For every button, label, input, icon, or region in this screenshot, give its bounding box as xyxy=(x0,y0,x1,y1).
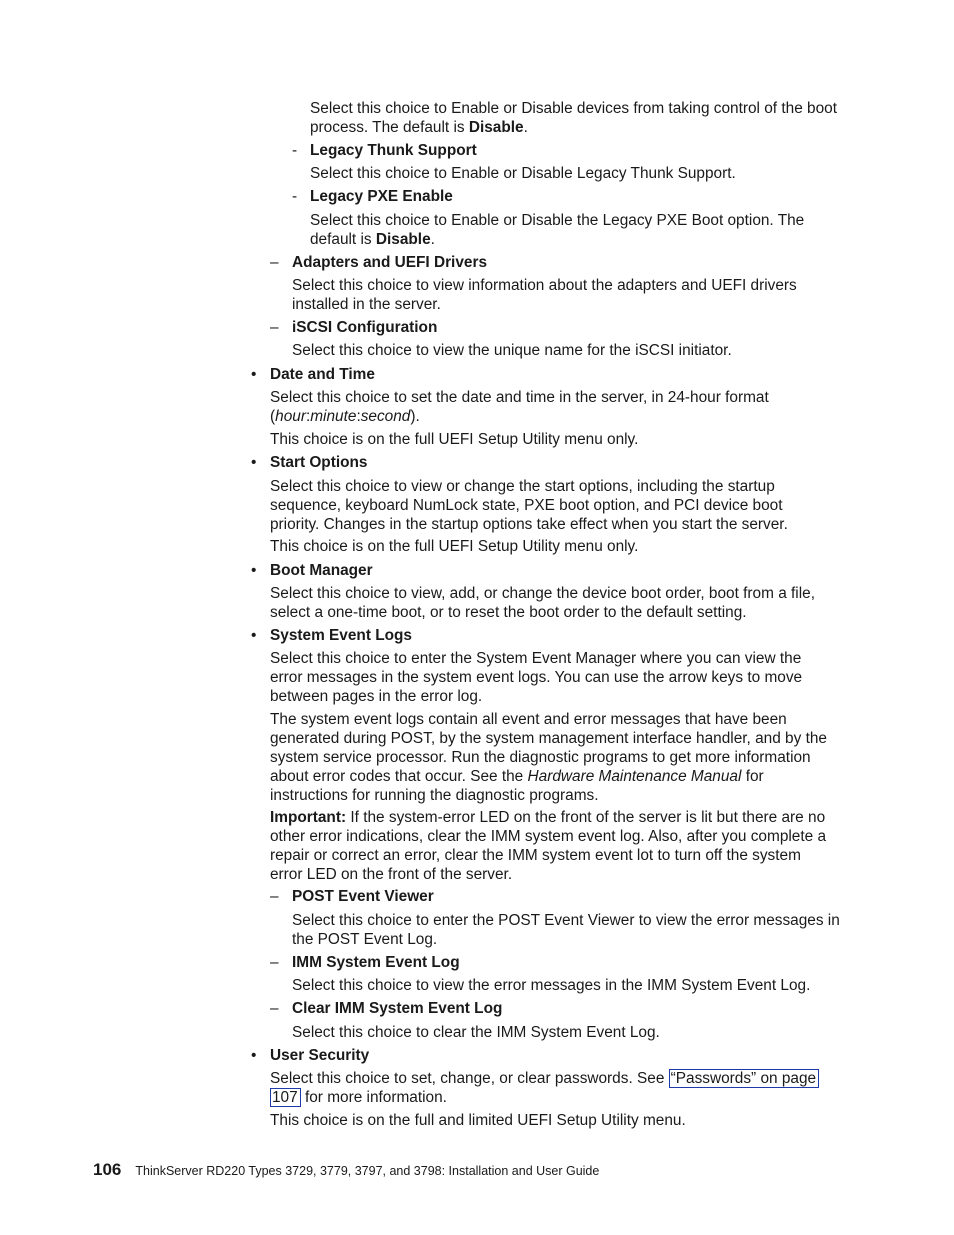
date-time-note: This choice is on the full UEFI Setup Utility menu only. xyxy=(270,431,639,448)
imm-log-heading: IMM System Event Log xyxy=(292,954,460,971)
date-time-heading: Date and Time xyxy=(270,366,375,383)
system-event-logs-details: The system event logs contain all event and error messages that have been generated during POST, by the system management interface handler, and by the system service processor. Run the diagnostic programs to get more information about error codes that occur. See the Hardware Maintenance Manual for instructions for running the diagnostic programs. xyxy=(270,711,827,804)
system-event-logs-description: Select this choice to enter the System Event Manager where you can view the error messages in the system event logs. You can use the arrow keys to move between pages in the error log. xyxy=(270,650,803,705)
user-security-description: Select this choice to set, change, or clear passwords. See “Passwords” on page 107 for more information. xyxy=(270,1069,842,1107)
clear-imm-description: Select this choice to clear the IMM System Event Log. xyxy=(292,1024,660,1041)
boot-control-description: Select this choice to Enable or Disable devices from taking control of the boot process. The default is Disable. xyxy=(310,100,837,136)
important-note: Important: If the system-error LED on the front of the server is lit but there are no other error indications, clear the IMM system event log. Also, after you complete a repair or correct an error, clear the IMM system event lot to turn off the system error LED on the front of the server. xyxy=(270,809,827,883)
bullet: • xyxy=(251,1047,257,1064)
legacy-thunk-heading: Legacy Thunk Support xyxy=(310,142,477,159)
legacy-thunk-description: Select this choice to Enable or Disable Legacy Thunk Support. xyxy=(310,165,736,182)
passwords-link[interactable]: “Passwords” on page xyxy=(669,1069,819,1088)
date-time-description: Select this choice to set the date and time in the server, in 24-hour format (hour:minute:second). xyxy=(270,389,769,425)
list-marker: – xyxy=(270,1000,279,1017)
adapters-description: Select this choice to view information about the adapters and UEFI drivers installed in the server. xyxy=(292,277,797,313)
iscsi-heading: iSCSI Configuration xyxy=(292,319,438,336)
bullet: • xyxy=(251,627,257,644)
page-number: 106 xyxy=(93,1160,122,1179)
system-event-logs-heading: System Event Logs xyxy=(270,627,412,644)
list-marker: – xyxy=(270,888,279,905)
adapters-heading: Adapters and UEFI Drivers xyxy=(292,254,488,271)
user-security-heading: User Security xyxy=(270,1047,370,1064)
list-marker: – xyxy=(270,319,279,336)
list-marker: - xyxy=(292,142,298,159)
iscsi-description: Select this choice to view the unique name for the iSCSI initiator. xyxy=(292,342,732,359)
start-options-heading: Start Options xyxy=(270,454,368,471)
imm-log-description: Select this choice to view the error messages in the IMM System Event Log. xyxy=(292,977,811,994)
list-marker: – xyxy=(270,954,279,971)
boot-manager-heading: Boot Manager xyxy=(270,562,373,579)
post-viewer-heading: POST Event Viewer xyxy=(292,888,434,905)
user-security-note: This choice is on the full and limited UEFI Setup Utility menu. xyxy=(270,1112,686,1129)
clear-imm-heading: Clear IMM System Event Log xyxy=(292,1000,503,1017)
document-title: ThinkServer RD220 Types 3729, 3779, 3797, and 3798: Installation and User Guide xyxy=(135,1164,600,1178)
list-marker: - xyxy=(292,188,298,205)
passwords-page-link[interactable]: 107 xyxy=(270,1088,301,1107)
boot-manager-description: Select this choice to view, add, or change the device boot order, boot from a file, select a one-time boot, or to reset the boot order to the default setting. xyxy=(270,585,815,621)
page-footer xyxy=(93,1160,599,1181)
bullet: • xyxy=(251,562,257,579)
legacy-pxe-heading: Legacy PXE Enable xyxy=(310,188,453,205)
bullet: • xyxy=(251,366,257,383)
post-viewer-description: Select this choice to enter the POST Event Viewer to view the error messages in the POST Event Log. xyxy=(292,912,840,948)
list-marker: – xyxy=(270,254,279,271)
start-options-note: This choice is on the full UEFI Setup Utility menu only. xyxy=(270,538,639,555)
start-options-description: Select this choice to view or change the start options, including the startup sequence, keyboard NumLock state, PXE boot option, and PCI device boot priority. Changes in the startup options take effect when you start the server. xyxy=(270,478,788,533)
legacy-pxe-description: Select this choice to Enable or Disable the Legacy PXE Boot option. The default is Disable. xyxy=(310,212,805,248)
bullet: • xyxy=(251,454,257,471)
